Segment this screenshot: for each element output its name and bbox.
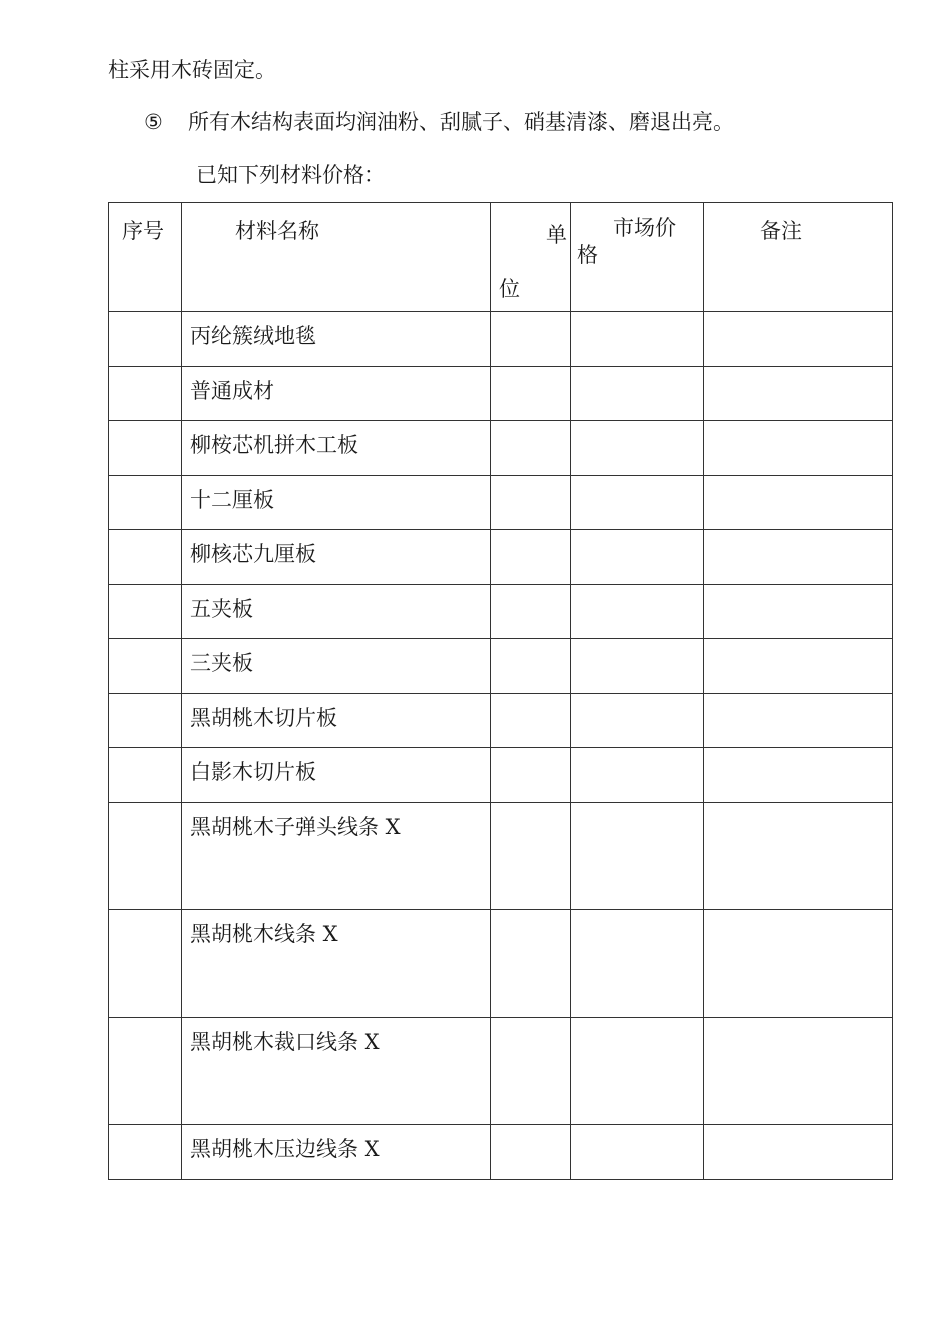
cell-note <box>704 910 893 1018</box>
cell-market-price <box>571 530 704 585</box>
cell-market-price <box>571 421 704 476</box>
cell-material-name: 白影木切片板 <box>182 748 491 803</box>
cell-material-name: 黑胡桃木裁口线条 X <box>182 1017 491 1125</box>
circled-number-5-marker: ⑤ <box>144 110 163 134</box>
cell-no <box>109 802 182 910</box>
table-row <box>109 475 893 530</box>
table-row <box>109 639 893 694</box>
cell-material-name: 五夹板 <box>182 584 491 639</box>
cell-market-price <box>571 693 704 748</box>
header-material-name: 材料名称 <box>182 203 491 312</box>
cell-market-price <box>571 910 704 1018</box>
table-row <box>109 910 893 1018</box>
cell-market-price <box>571 748 704 803</box>
cell-market-price <box>571 366 704 421</box>
header-unit-part1: 单 <box>546 223 567 247</box>
cell-market-price <box>571 475 704 530</box>
cell-no <box>109 1017 182 1125</box>
cell-note <box>704 530 893 585</box>
table-row <box>109 312 893 367</box>
cell-note <box>704 1017 893 1125</box>
header-price-part1: 市场价 <box>613 216 676 240</box>
cell-material-name: 十二厘板 <box>182 475 491 530</box>
materials-price-table <box>108 202 893 1180</box>
cell-material-name: 普通成材 <box>182 366 491 421</box>
table-row <box>109 421 893 476</box>
cell-note <box>704 639 893 694</box>
cell-market-price <box>571 312 704 367</box>
cell-note <box>704 584 893 639</box>
table-row <box>109 1125 893 1180</box>
cell-no <box>109 910 182 1018</box>
cell-note <box>704 366 893 421</box>
table-intro: 已知下列材料价格： <box>196 163 385 187</box>
cell-material-name: 黑胡桃木切片板 <box>182 693 491 748</box>
header-note: 备注 <box>704 203 893 312</box>
cell-market-price <box>571 1125 704 1180</box>
table-row <box>109 1017 893 1125</box>
cell-market-price <box>571 639 704 694</box>
cell-no <box>109 639 182 694</box>
table-row <box>109 584 893 639</box>
cell-unit <box>491 910 571 1018</box>
cell-unit <box>491 748 571 803</box>
table-row <box>109 693 893 748</box>
cell-note <box>704 802 893 910</box>
header-price-part2: 格 <box>577 243 598 267</box>
cell-unit <box>491 693 571 748</box>
cell-unit <box>491 639 571 694</box>
cell-unit <box>491 421 571 476</box>
table-row <box>109 802 893 910</box>
cell-material-name: 丙纶簇绒地毯 <box>182 312 491 367</box>
cell-market-price <box>571 802 704 910</box>
cell-material-name: 柳核芯九厘板 <box>182 530 491 585</box>
header-unit <box>491 203 571 312</box>
cell-no <box>109 530 182 585</box>
cell-material-name: 柳桉芯机拼木工板 <box>182 421 491 476</box>
cell-unit <box>491 475 571 530</box>
cell-note <box>704 1125 893 1180</box>
cell-no <box>109 693 182 748</box>
cell-note <box>704 748 893 803</box>
cell-no <box>109 421 182 476</box>
cell-note <box>704 421 893 476</box>
table-row <box>109 530 893 585</box>
cell-unit <box>491 802 571 910</box>
cell-unit <box>491 366 571 421</box>
cell-material-name: 黑胡桃木子弹头线条 X <box>182 802 491 910</box>
cell-note <box>704 312 893 367</box>
cell-unit <box>491 312 571 367</box>
cell-no <box>109 1125 182 1180</box>
cell-material-name: 黑胡桃木压边线条 X <box>182 1125 491 1180</box>
cell-no <box>109 584 182 639</box>
cell-unit <box>491 1125 571 1180</box>
header-unit-part2: 位 <box>499 277 520 301</box>
cell-note <box>704 475 893 530</box>
cell-no <box>109 748 182 803</box>
header-market-price <box>571 203 704 312</box>
header-no: 序号 <box>109 203 182 312</box>
cell-note <box>704 693 893 748</box>
cell-unit <box>491 530 571 585</box>
cell-unit <box>491 584 571 639</box>
cell-material-name: 黑胡桃木线条 X <box>182 910 491 1018</box>
cell-no <box>109 475 182 530</box>
cell-market-price <box>571 1017 704 1125</box>
list-item-5 <box>144 108 734 136</box>
cell-unit <box>491 1017 571 1125</box>
table-row <box>109 366 893 421</box>
cell-material-name: 三夹板 <box>182 639 491 694</box>
cell-no <box>109 312 182 367</box>
table-header-row <box>109 203 893 312</box>
cell-no <box>109 366 182 421</box>
table-row <box>109 748 893 803</box>
list-item-5-text: 所有木结构表面均润油粉、刮腻子、硝基清漆、磨退出亮。 <box>188 110 734 134</box>
paragraph-line-1: 柱采用木砖固定。 <box>108 58 276 82</box>
cell-market-price <box>571 584 704 639</box>
